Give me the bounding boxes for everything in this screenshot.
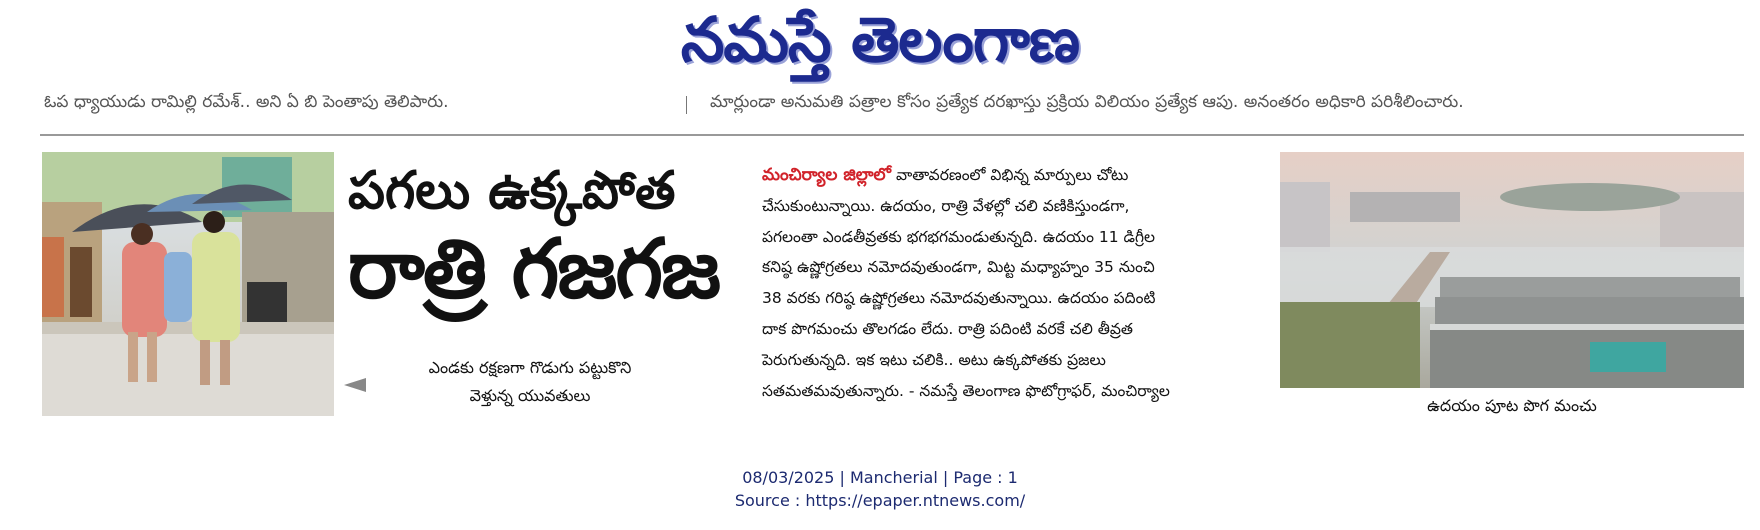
masthead [0, 0, 1760, 80]
headline [348, 160, 748, 318]
article-line: 38 వరకు గరిష్ఠ ఉష్ణోగ్రతలు నమోదవుతున్నాయి. ఉదయం పదింటి [762, 289, 1156, 308]
clipped-text-left: ఓప ధ్యాయుడు రామిల్లి రమేశ్.. అని ఏ బి పెంతాపు తెలిపారు. [44, 92, 449, 112]
article-line: చేసుకుంటున్నాయి. ఉదయం, రాత్రి వేళల్లో చలి వణికిస్తుండగా, [762, 196, 1130, 215]
headline-line-1: పగలు ఉక్కపోత [348, 161, 676, 221]
photo2-caption: ఉదయం పూట పొగ మంచు [1427, 396, 1597, 415]
column-divider [686, 96, 687, 114]
photo-women-umbrellas [42, 152, 334, 416]
article-line: పగలంతా ఎండతీవ్రతకు భగభగమండుతున్నది. ఉదయం 11 డిగ్రీల [762, 227, 1155, 246]
footer [0, 466, 1760, 512]
article-body [762, 160, 1258, 406]
photo1-caption-line: ఎండకు రక్షణగా గొడుగు పట్టుకొని [428, 358, 632, 377]
article-line: పెరుగుతున్నది. ఇక ఇటు చలికి.. అటు ఉక్కపోతకు ప్రజలు [762, 350, 1106, 369]
newspaper-logo: నమస్తే తెలంగాణ [680, 3, 1080, 76]
photo-morning-fog [1280, 152, 1744, 388]
article-line: సతమతమవుతున్నారు. - నమస్తే తెలంగాణ ఫొటోగ్రాఫర్, మంచిర్యాల [762, 381, 1170, 400]
clipped-text-right: మార్లుండా అనుమతి పత్రాల కోసం ప్రత్యేక దరఖాస్తు ప్రక్రియ విలియం ప్రత్యేక ఆపు. అనంతరం అధికారి పరిశీలించారు. [710, 92, 1464, 112]
photo1-caption [380, 354, 680, 410]
horizontal-rule [40, 134, 1744, 136]
article-line: దాక పొగమంచు తొలగడం లేదు. రాత్రి పదింటి వరకే చలి తీవ్రత [762, 319, 1133, 338]
article-line: కనిష్ఠ ఉష్ణోగ్రతలు నమోదవుతుండగా, మిట్ట మధ్యాహ్నం 35 నుంచి [762, 258, 1155, 277]
footer-source: Source : https://epaper.ntnews.com/ [734, 491, 1026, 510]
footer-date-edition: 08/03/2025 | Mancherial | Page : 1 [742, 468, 1018, 487]
article-line: మంచిర్యాల జిల్లాలో వాతావరణంలో విభిన్న మార్పులు చోటు [762, 165, 1129, 185]
caption-pointer-icon [344, 378, 366, 392]
article-lead: మంచిర్యాల జిల్లాలో [762, 165, 892, 185]
photo1-caption-line: వెళ్తున్న యువతులు [469, 386, 591, 405]
headline-line-2: రాత్రి గజగజ [348, 222, 720, 317]
